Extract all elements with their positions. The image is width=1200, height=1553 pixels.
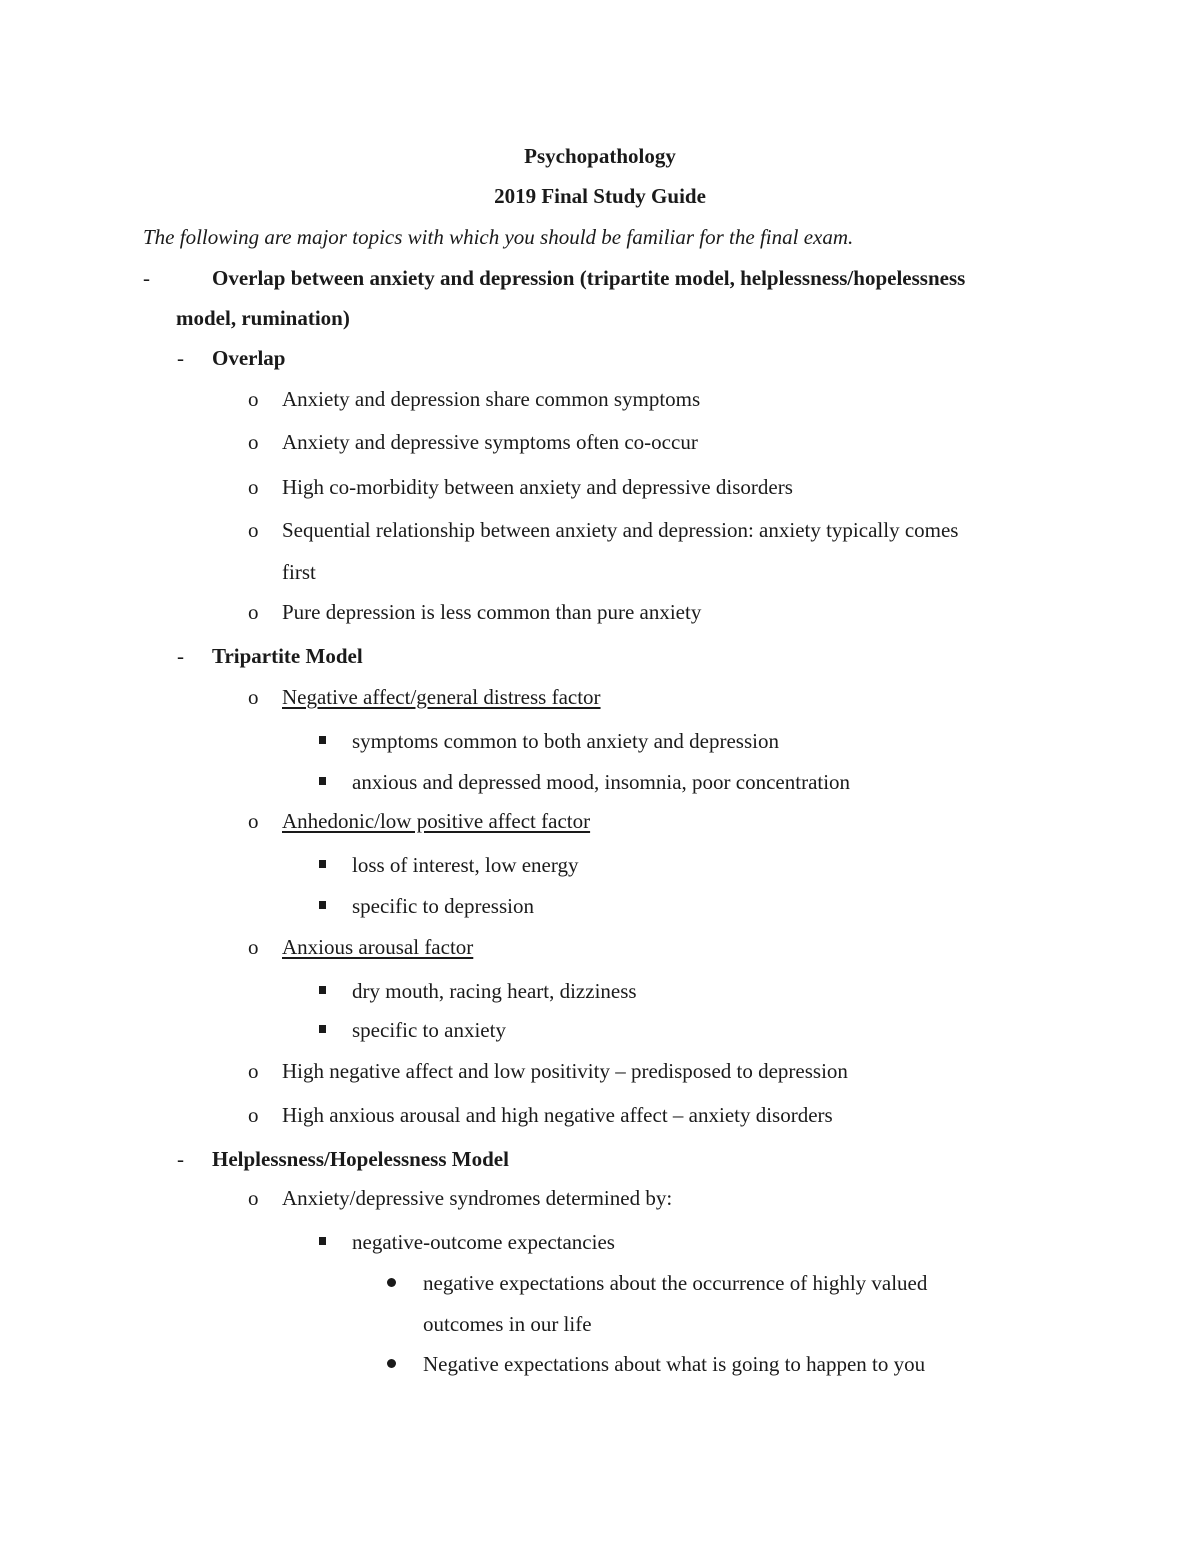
overlap-item: Sequential relationship between anxiety and depression: anxiety typically comes: [282, 518, 959, 542]
document-title: Psychopathology: [524, 144, 676, 168]
anxious-arousal-point: dry mouth, racing heart, dizziness: [352, 979, 637, 1003]
square-bullet-icon: [319, 1025, 326, 1033]
overlap-item: Pure depression is less common than pure anxiety: [282, 600, 702, 624]
main-heading-line2: model, rumination): [176, 306, 350, 330]
helplessness-point: negative expectations about the occurrence of highly valued: [423, 1271, 928, 1295]
overlap-item: Anxiety and depressive symptoms often co-occur: [282, 430, 698, 454]
circle-bullet: o: [248, 1103, 259, 1127]
helplessness-heading: Helplessness/Hopelessness Model: [212, 1147, 509, 1171]
helplessness-subitem: negative-outcome expectancies: [352, 1230, 615, 1254]
circle-bullet: o: [248, 518, 259, 542]
circle-bullet: o: [248, 430, 259, 454]
dash-bullet: -: [143, 266, 150, 290]
anxious-arousal-label: Anxious arousal factor: [282, 935, 474, 959]
circle-bullet: o: [248, 600, 259, 624]
round-bullet-icon: [387, 1359, 396, 1368]
square-bullet-icon: [319, 986, 326, 994]
intro-text: The following are major topics with which you should be familiar for the final exam.: [143, 225, 854, 249]
circle-bullet: o: [248, 809, 259, 833]
round-bullet-icon: [387, 1278, 396, 1287]
circle-bullet: o: [248, 387, 259, 411]
dash-bullet: -: [177, 346, 184, 370]
tripartite-item: High anxious arousal and high negative affect – anxiety disorders: [282, 1103, 833, 1127]
negative-affect-point: symptoms common to both anxiety and depression: [352, 729, 779, 753]
circle-bullet: o: [248, 1059, 259, 1083]
helplessness-point: Negative expectations about what is going to happen to you: [423, 1352, 926, 1376]
main-heading-line1: Overlap between anxiety and depression (tripartite model, helplessness/hopelessness: [212, 266, 966, 290]
circle-bullet: o: [248, 935, 259, 959]
anhedonic-point: loss of interest, low energy: [352, 853, 579, 877]
tripartite-heading: Tripartite Model: [212, 644, 363, 668]
overlap-item-continuation: first: [282, 560, 316, 584]
tripartite-item: High negative affect and low positivity – predisposed to depression: [282, 1059, 848, 1083]
square-bullet-icon: [319, 777, 326, 785]
overlap-item: High co-morbidity between anxiety and depressive disorders: [282, 475, 793, 499]
negative-affect-label: Negative affect/general distress factor: [282, 685, 601, 709]
overlap-item: Anxiety and depression share common symptoms: [282, 387, 701, 411]
anhedonic-point: specific to depression: [352, 894, 534, 918]
circle-bullet: o: [248, 475, 259, 499]
dash-bullet: -: [177, 1147, 184, 1171]
square-bullet-icon: [319, 901, 326, 909]
square-bullet-icon: [319, 1237, 326, 1245]
dash-bullet: -: [177, 644, 184, 668]
circle-bullet: o: [248, 685, 259, 709]
helplessness-point-continuation: outcomes in our life: [423, 1312, 592, 1336]
square-bullet-icon: [319, 736, 326, 744]
negative-affect-point: anxious and depressed mood, insomnia, poor concentration: [352, 770, 851, 794]
anhedonic-label: Anhedonic/low positive affect factor: [282, 809, 591, 833]
anxious-arousal-point: specific to anxiety: [352, 1018, 506, 1042]
overlap-heading: Overlap: [212, 346, 286, 370]
circle-bullet: o: [248, 1186, 259, 1210]
document-subtitle: 2019 Final Study Guide: [494, 184, 706, 208]
square-bullet-icon: [319, 860, 326, 868]
helplessness-item: Anxiety/depressive syndromes determined by:: [282, 1186, 673, 1210]
